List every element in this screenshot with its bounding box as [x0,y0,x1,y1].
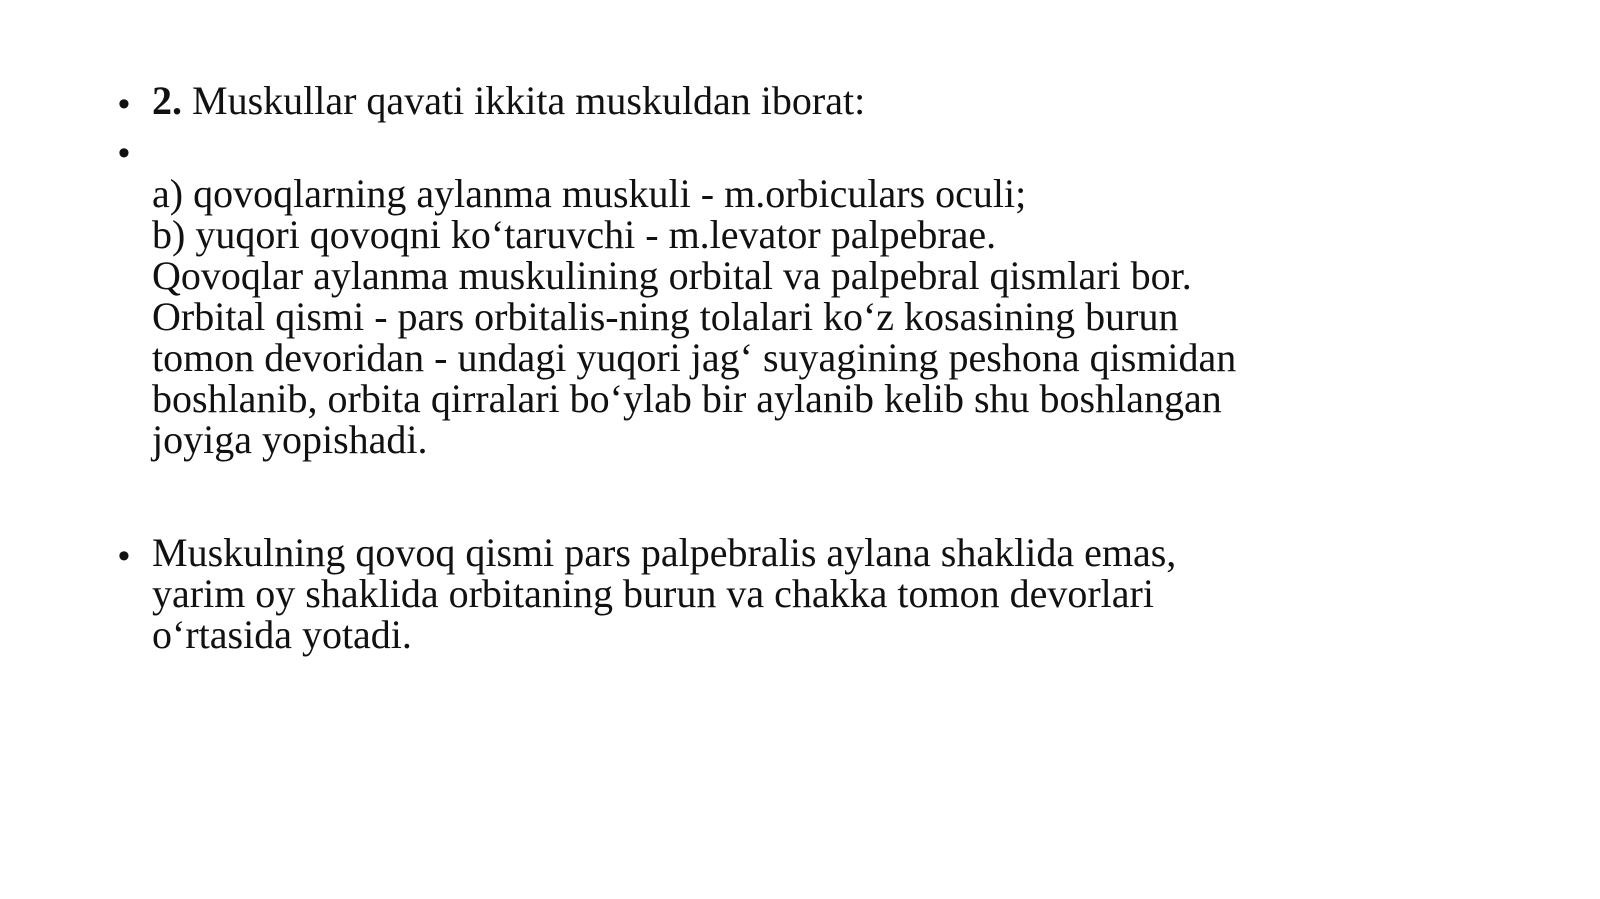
text-line: a) qovoqlarning aylanma muskuli - m.orbiculars oculi; [152,171,1027,216]
bullet-item-palpebral-part [118,532,1418,655]
text-line: yarim oy shaklida orbitaning burun va chakka tomon devorlari [152,571,1154,616]
text-line: Muskulning qovoq qismi pars palpebralis aylana shaklida emas, [152,530,1177,575]
text-line: joyiga yopishadi. [152,417,428,462]
paragraph-block [152,532,1418,655]
text-line: boshlanib, orbita qirralari bo‘ylab bir aylanib kelib shu boshlangan [152,376,1222,421]
item-number: 2. [152,78,182,123]
bullet-list [118,80,1418,655]
text-line: o‘rtasida yotadi. [152,612,412,657]
paragraph-block [152,133,1418,460]
bullet-item-muscle-details [118,133,1418,460]
bullet-dot-icon: • [118,134,130,172]
text-line: tomon devoridan - undagi yuqori jag‘ suyagining peshona qismidan [152,335,1237,380]
bullet-dot-icon: • [118,85,130,123]
bullet-dot-icon: • [118,537,130,575]
text-line: b) yuqori qovoqni ko‘taruvchi - m.levator palpebrae. [152,212,997,257]
text-line: Qovoqlar aylanma muskulining orbital va palpebral qismlari bor. [152,253,1192,298]
item-heading-text: Muskullar qavati ikkita muskuldan iborat: [182,78,866,123]
bullet-heading-line [152,80,1418,121]
bullet-item-muscle-layer [118,80,1418,121]
text-line: Orbital qismi - pars orbitalis-ning tolalari ko‘z kosasining burun [152,294,1179,339]
